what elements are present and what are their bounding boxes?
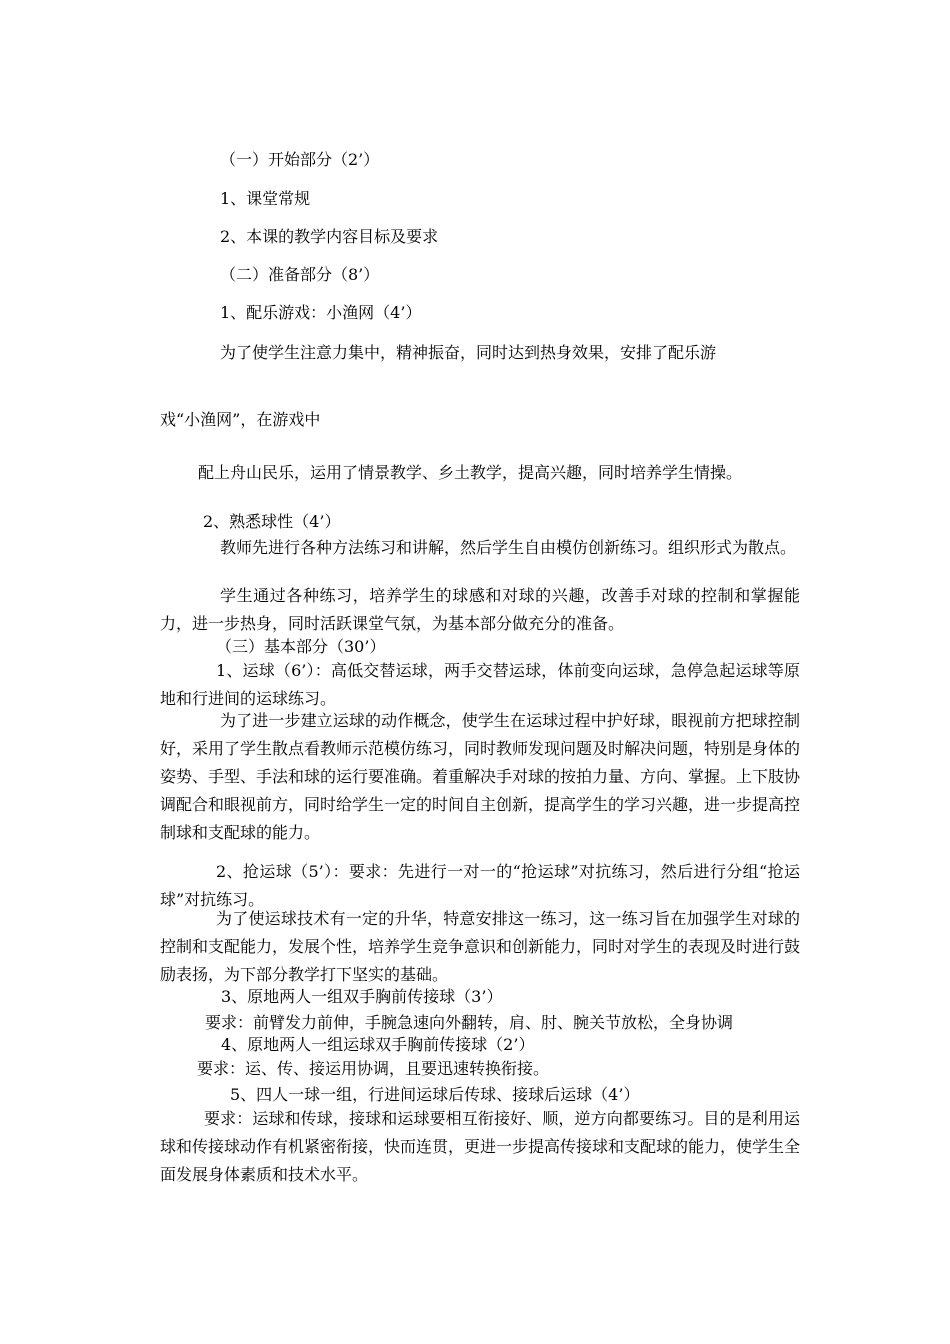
steal-item: 2、抢运球（5’）：要求：先进行一对一的“抢运球”对抗练习，然后进行分组“抢运球”对抗练习。 (160, 862, 800, 909)
part1-item-1: 1、课堂常规 (220, 189, 311, 208)
pass-req: 要求：前臂发力前伸，手腕急速向外翻转，肩、肘、腕关节放松，全身协调 (205, 1013, 734, 1032)
dribble-desc: 为了进一步建立运球的动作概念，使学生在运球过程中护好球，眼视前方把球控制好，采用了学生散点看教师示范模仿练习，同时教师发现问题及时解决问题，特别是身体的姿势、手型、手法和球的运行要准确。着重解决手对球的按拍力量、方向、掌握。上下肢协调配合和眼视前方，同时给学生一定的时间自主创新，提高学生的学习兴趣，进一步提高控制球和支配球的能力。 (160, 711, 801, 842)
steal-desc: 为了使运球技术有一定的升华，特意安排这一练习，这一练习旨在加强学生对球的控制和支配能力，发展个性，培养学生竞争意识和创新能力，同时对学生的表现及时进行鼓励表扬，为下部分教学打下坚实的基础。 (160, 909, 801, 984)
game-title: 1、配乐游戏：小渔网（4’） (220, 303, 422, 322)
game-desc-line1: 为了使学生注意力集中，精神振奋，同时达到热身效果，安排了配乐游 (220, 343, 717, 362)
part3-heading: （三）基本部分（30’） (216, 637, 386, 656)
ball-feel-desc-2: 学生通过各种练习，培养学生的球感和对球的兴趣，改善手对球的控制和掌握能力，进一步热身，同时活跃课堂气氛，为基本部分做充分的准备。 (160, 586, 800, 633)
part1-item-2: 2、本课的教学内容目标及要求 (220, 227, 439, 246)
ball-feel-desc-1: 教师先进行各种方法练习和讲解，然后学生自由模仿创新练习。组织形式为散点。 (220, 538, 797, 557)
game-desc-line2: 戏“小渔网”，在游戏中 (160, 410, 321, 429)
part1-heading: （一）开始部分（2’） (220, 150, 380, 169)
part2-heading: （二）准备部分（8’） (220, 265, 380, 284)
dribble-item: 1、运球（6’）：高低交替运球，两手交替运球，体前变向运球，急停急起运球等原地和行进间的运球练习。 (160, 661, 800, 708)
ball-feel-title: 2、熟悉球性（4’） (203, 512, 341, 531)
pass-title: 3、原地两人一组双手胸前传接球（3’） (221, 987, 503, 1006)
group-drill-title: 5、四人一球一组，行进间运球后传球、接球后运球（4’） (230, 1085, 640, 1104)
group-drill-req: 要求：运球和传球，接球和运球要相互衔接好、顺，逆方向都要练习。目的是利用运球和传接球动作有机紧密衔接，快而连贯，更进一步提高传接球和支配球的能力，使学生全面发展身体素质和技术水平。 (160, 1109, 801, 1184)
dribble-pass-req: 要求：运、传、接运用协调，且要迅速转换衔接。 (197, 1059, 550, 1078)
dribble-pass-title: 4、原地两人一组运球双手胸前传接球（2’） (221, 1035, 535, 1054)
game-desc-continued: 配上舟山民乐，运用了情景教学、乡土教学，提高兴趣，同时培养学生情操。 (198, 463, 743, 482)
